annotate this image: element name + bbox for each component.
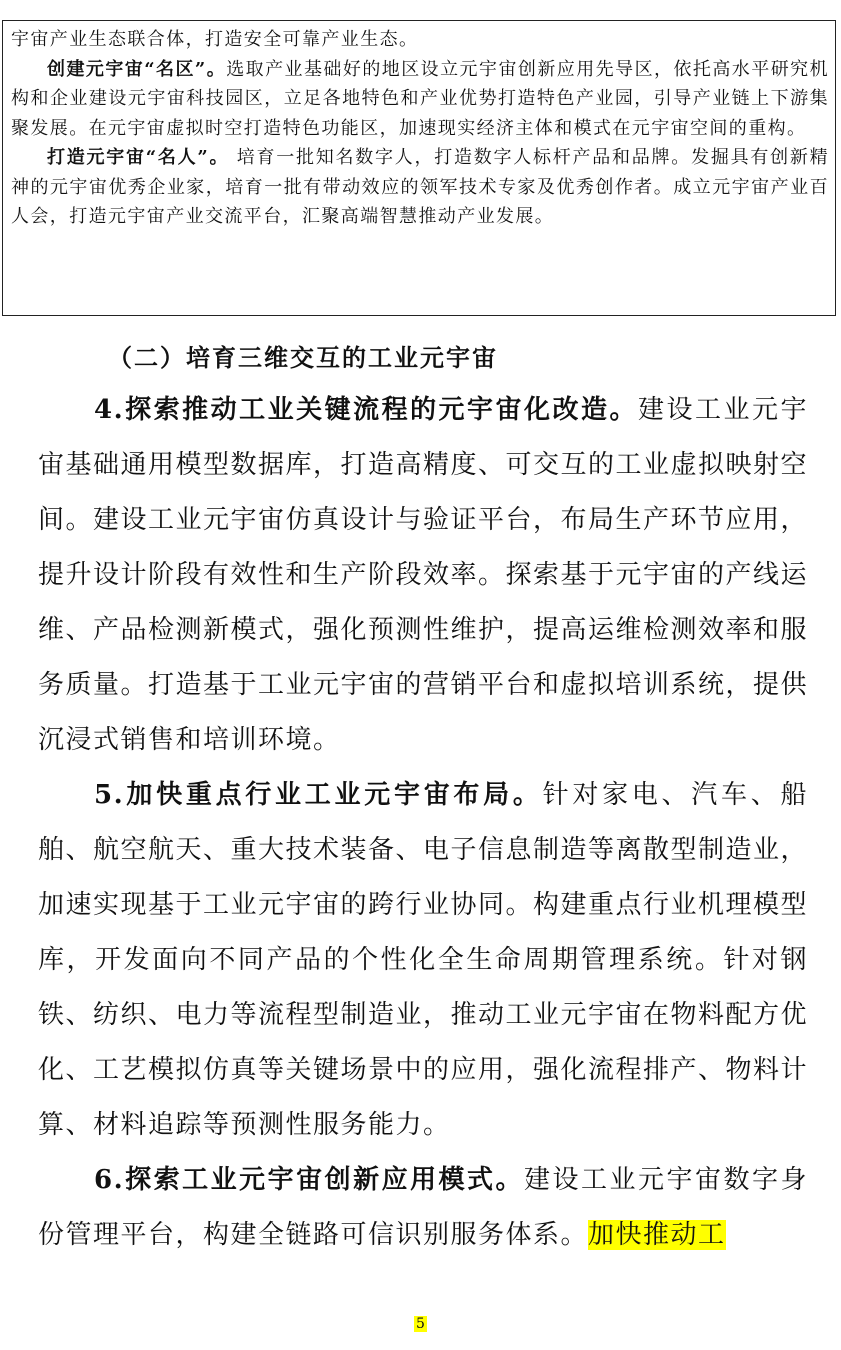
boxed-paragraph-2 <box>11 143 829 232</box>
boxed-paragraph-2-title: 打造元宇宙“名人”。 <box>47 147 230 168</box>
highlighted-text: 加快推动工 <box>588 1220 726 1250</box>
boxed-paragraph-1 <box>11 55 829 144</box>
item-4-body: 建设工业元宇宙基础通用模型数据库，打造高精度、可交互的工业虚拟映射空间。建设工业元宇宙仿真设计与验证平台，布局生产环节应用，提升设计阶段有效性和生产阶段效率。探索基于元宇宙的产线运维、产品检测新模式，强化预测性维护，提高运维检测效率和服务质量。打造基于工业元宇宙的营销平台和虚拟培训系统，提供沉浸式销售和培训环境。 <box>38 395 809 755</box>
page-number <box>0 1316 841 1332</box>
item-6-paragraph <box>38 1153 808 1263</box>
boxed-paragraph-1-title: 创建元宇宙“名区”。 <box>47 58 227 80</box>
boxed-excerpt <box>2 20 836 316</box>
item-6-title: 6.探索工业元宇宙创新应用模式。 <box>94 1165 525 1195</box>
item-4-title: 4.探索推动工业关键流程的元宇宙化改造。 <box>94 395 639 425</box>
page-number-value: 5 <box>416 1316 425 1332</box>
section-heading: （二）培育三维交互的工业元宇宙 <box>108 343 498 372</box>
item-5-title: 5.加快重点行业工业元宇宙布局。 <box>94 780 543 810</box>
item-5-paragraph <box>38 768 808 1153</box>
item-5-body: 针对家电、汽车、船舶、航空航天、重大技术装备、电子信息制造等离散型制造业，加速实现基于工业元宇宙的跨行业协同。构建重点行业机理模型库，开发面向不同产品的个性化全生命周期管理系统。针对钢铁、纺织、电力等流程型制造业，推动工业元宇宙在物料配方优化、工艺模拟仿真等关键场景中的应用，强化流程排产、物料计算、材料追踪等预测性服务能力。 <box>38 780 809 1140</box>
item-4-paragraph <box>38 383 808 768</box>
item-6-body: 建设工业元宇宙数字身份管理平台，构建全链路可信识别服务体系。 <box>38 1165 808 1250</box>
boxed-paragraph-2-body: 培育一批知名数字人，打造数字人标杆产品和品牌。发掘具有创新精神的元宇宙优秀企业家，培育一批有带动效应的领军技术专家及优秀创作者。成立元宇宙产业百人会，打造元宇宙产业交流平台，汇聚高端智慧推动产业发展。 <box>11 147 829 227</box>
main-body <box>38 383 808 1263</box>
boxed-line-0: 宇宙产业生态联合体，打造安全可靠产业生态。 <box>11 29 419 50</box>
boxed-paragraph-1-body: 选取产业基础好的地区设立元宇宙创新应用先导区，依托高水平研究机构和企业建设元宇宙科技园区，立足各地特色和产业优势打造特色产业园，引导产业链上下游集聚发展。在元宇宙虚拟时空打造特色功能区，加速现实经济主体和模式在元宇宙空间的重构。 <box>11 58 829 139</box>
